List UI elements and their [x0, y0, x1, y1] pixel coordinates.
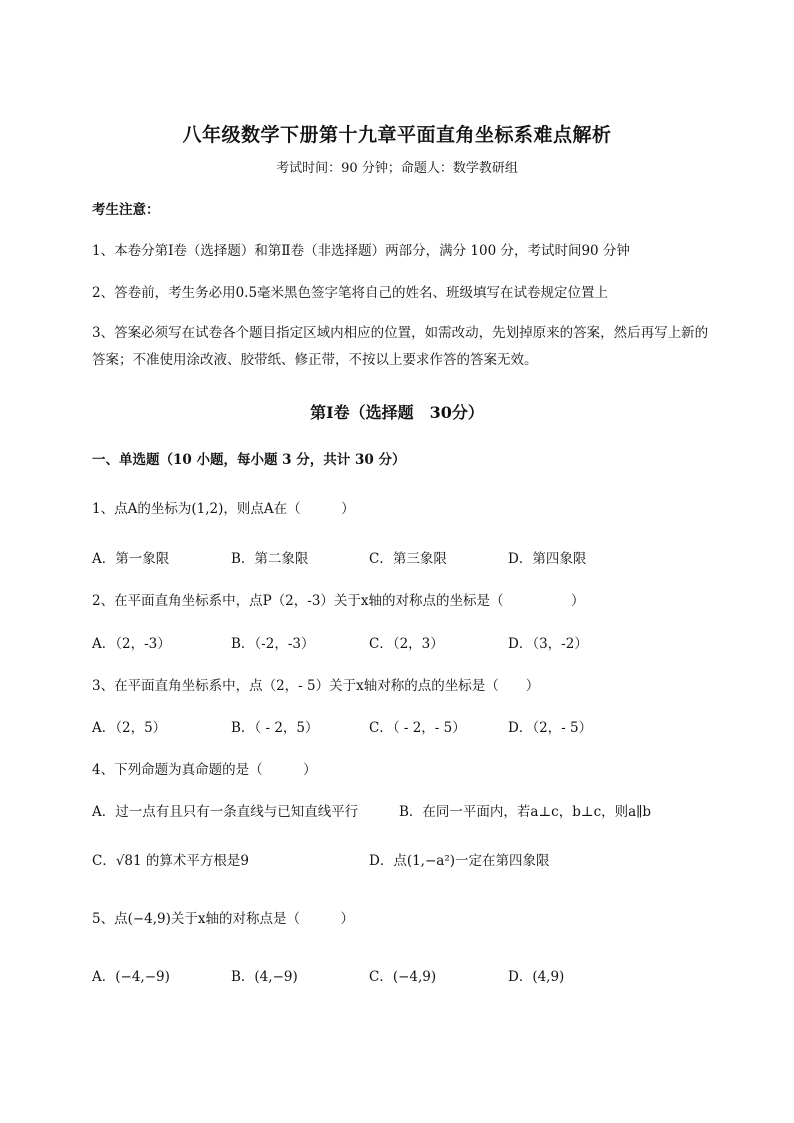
question-5-stem: 5、点(−4,9)关于x轴的对称点是（ ）: [92, 911, 355, 927]
question-3-option-d[interactable]: D．（2，- 5）: [508, 720, 593, 736]
question-2-option-b[interactable]: B．（-2，-3）: [231, 636, 315, 652]
question-2-stem: 2、在平面直角坐标系中，点P（2，-3）关于x轴的对称点的坐标是（ ）: [92, 593, 585, 609]
question-4-option-d[interactable]: D．点(1,−a²)一定在第四象限: [369, 853, 550, 869]
question-1-option-d[interactable]: D．第四象限: [508, 551, 587, 567]
question-5-option-a[interactable]: A．(−4,−9): [92, 969, 170, 985]
question-1-option-b[interactable]: B．第二象限: [231, 551, 309, 567]
exam-subtitle: 考试时间：90 分钟；命题人：数学教研组: [276, 161, 518, 176]
notice-item-2: 2、答卷前，考生务必用0.5毫米黑色签字笔将自己的姓名、班级填写在试卷规定位置上: [92, 285, 609, 301]
question-2-option-c[interactable]: C．（2，3）: [369, 636, 444, 652]
question-4-option-a[interactable]: A．过一点有且只有一条直线与已知直线平行: [92, 804, 359, 820]
question-1-stem: 1、点A的坐标为(1,2)，则点A在（ ）: [92, 501, 355, 517]
question-1-option-a[interactable]: A．第一象限: [92, 551, 170, 567]
question-3-option-b[interactable]: B．（ - 2，5）: [231, 720, 319, 736]
part1-title: 第Ⅰ卷（选择题 30分）: [310, 403, 484, 422]
notice-item-3: 3、答案必须写在试卷各个题目指定区域内相应的位置，如需改动，先划掉原来的答案，然后再写上新的答案；不准使用涂改液、胶带纸、修正带，不按以上要求作答的答案无效。: [92, 325, 709, 368]
question-3-option-c[interactable]: C．（ - 2，- 5）: [369, 720, 466, 736]
question-5-option-d[interactable]: D．(4,9): [508, 969, 565, 985]
question-3-stem: 3、在平面直角坐标系中，点（2，- 5）关于x轴对称的点的坐标是（ ）: [92, 678, 540, 694]
notice-heading: 考生注意：: [92, 202, 160, 218]
question-2-option-a[interactable]: A．（2，-3）: [92, 636, 171, 652]
exam-title: 八年级数学下册第十九章平面直角坐标系难点解析: [182, 124, 612, 146]
question-4-stem: 4、下列命题为真命题的是（ ）: [92, 762, 317, 778]
question-5-option-b[interactable]: B．(4,−9): [231, 969, 298, 985]
question-5-option-c[interactable]: C．(−4,9): [369, 969, 437, 985]
question-1-option-c[interactable]: C．第三象限: [369, 551, 447, 567]
question-3-option-a[interactable]: A．（2，5）: [92, 720, 167, 736]
section-heading: 一、单选题（10 小题，每小题 3 分，共计 30 分）: [92, 452, 406, 468]
question-4-option-b[interactable]: B．在同一平面内，若a⊥c，b⊥c，则a∥b: [399, 804, 652, 820]
question-2-option-d[interactable]: D．（3，-2）: [508, 636, 588, 652]
notice-item-1: 1、本卷分第Ⅰ卷（选择题）和第Ⅱ卷（非选择题）两部分，满分 100 分，考试时间90 分钟: [92, 243, 630, 259]
question-4-option-c[interactable]: C．√81 的算术平方根是9: [92, 853, 249, 869]
